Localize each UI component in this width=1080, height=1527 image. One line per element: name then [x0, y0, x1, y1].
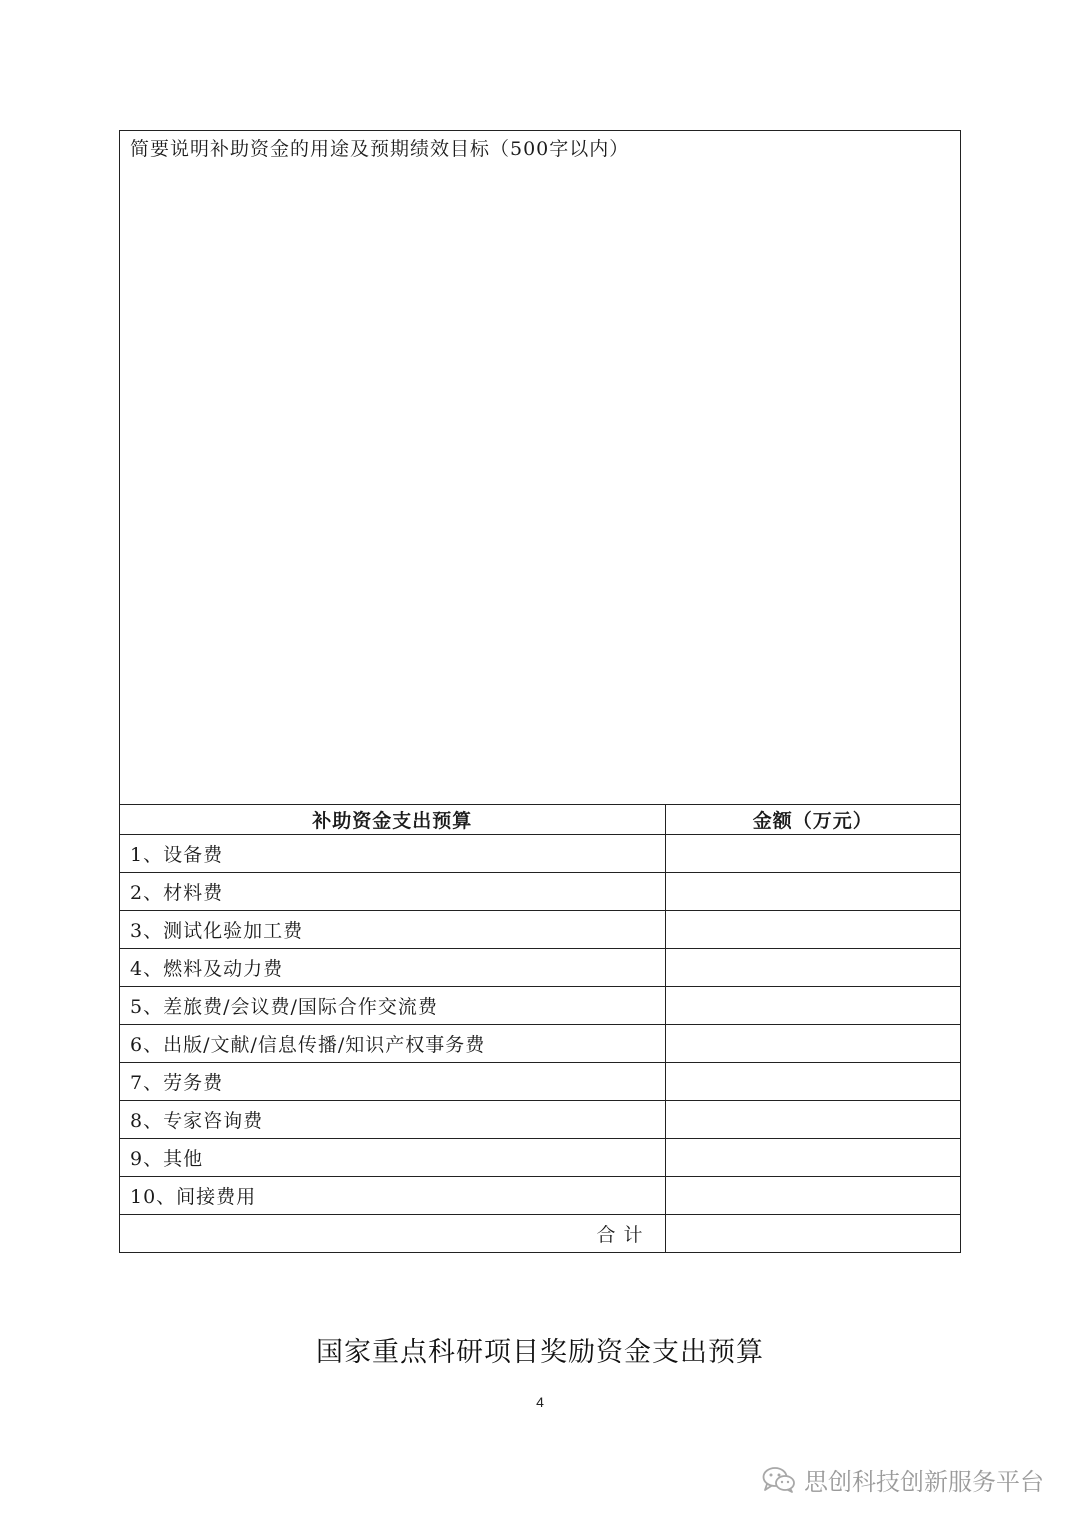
row-amount-cell[interactable]	[665, 834, 960, 872]
row-label: 5、差旅费/会议费/国际合作交流费	[120, 986, 665, 1024]
row-amount-cell[interactable]	[665, 1138, 960, 1176]
table-row	[120, 948, 960, 986]
table-row	[120, 1100, 960, 1138]
table-row	[120, 834, 960, 872]
wechat-icon	[762, 1466, 796, 1494]
header-budget-item: 补助资金支出预算	[120, 805, 665, 834]
table-row	[120, 872, 960, 910]
row-amount-cell[interactable]	[665, 1062, 960, 1100]
watermark-text: 思创科技创新服务平台	[804, 1468, 1044, 1496]
row-label: 1、设备费	[120, 834, 665, 872]
table-row	[120, 986, 960, 1024]
table-row	[120, 1024, 960, 1062]
total-label: 合计	[120, 1214, 665, 1252]
row-label: 8、专家咨询费	[120, 1100, 665, 1138]
usage-description-field[interactable]	[120, 131, 960, 805]
row-amount-cell[interactable]	[665, 948, 960, 986]
budget-table-header	[120, 805, 960, 834]
row-label: 6、出版/文献/信息传播/知识产权事务费	[120, 1024, 665, 1062]
table-row	[120, 1138, 960, 1176]
table-row	[120, 1062, 960, 1100]
row-label: 10、间接费用	[120, 1176, 665, 1214]
row-amount-cell[interactable]	[665, 1024, 960, 1062]
row-label: 2、材料费	[120, 872, 665, 910]
row-amount-cell[interactable]	[665, 872, 960, 910]
row-label: 9、其他	[120, 1138, 665, 1176]
row-label: 7、劳务费	[120, 1062, 665, 1100]
row-label: 3、测试化验加工费	[120, 910, 665, 948]
watermark	[762, 1462, 1044, 1497]
table-row	[120, 1176, 960, 1214]
table-row	[120, 910, 960, 948]
row-amount-cell[interactable]	[665, 1100, 960, 1138]
section-title: 国家重点科研项目奖励资金支出预算	[316, 1337, 764, 1368]
total-row	[120, 1214, 960, 1252]
row-amount-cell[interactable]	[665, 1176, 960, 1214]
row-label: 4、燃料及动力费	[120, 948, 665, 986]
budget-table	[120, 805, 960, 1252]
header-amount: 金额（万元）	[752, 809, 873, 832]
total-amount-cell[interactable]	[665, 1214, 960, 1252]
budget-form	[119, 130, 961, 1253]
usage-description-prompt: 简要说明补助资金的用途及预期绩效目标（500字以内）	[130, 138, 630, 160]
row-amount-cell[interactable]	[665, 910, 960, 948]
page-number: 4	[536, 1394, 544, 1410]
row-amount-cell[interactable]	[665, 986, 960, 1024]
